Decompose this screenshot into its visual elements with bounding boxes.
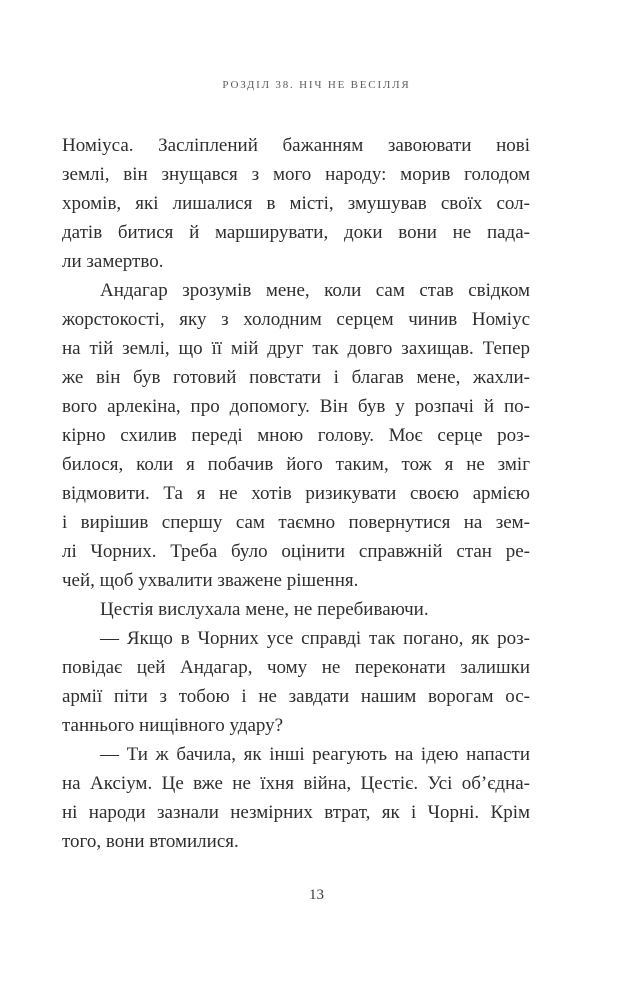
text-line: землі, він знущався з мого народу: морив голодом	[62, 164, 530, 185]
text-line: таннього нищівного удару?	[62, 715, 284, 736]
text-line: хромів, які лишалися в місті, змушував своїх сол-	[62, 193, 530, 214]
text-line: на тій землі, що її мій друг так довго захищав. Тепер	[62, 338, 530, 359]
text-line: чей, щоб ухвалити зважене рішення.	[62, 570, 359, 591]
text-line: Андагар зрозумів мене, коли сам став свідком	[100, 280, 530, 301]
text-line: Цестія вислухала мене, не перебиваючи.	[100, 599, 429, 620]
text-line: жорстокості, яку з холодним серцем чинив Номіус	[62, 309, 530, 330]
page-number: 13	[309, 887, 324, 903]
paragraph	[62, 624, 530, 740]
paragraph	[62, 595, 530, 624]
text-line: і вирішив спершу сам таємно повернутися на зем-	[62, 512, 530, 533]
text-line: Номіуса. Засліплений бажанням завоювати нові	[62, 135, 530, 156]
text-line: повідає цей Андагар, чому не переконати залишки	[62, 657, 530, 678]
paragraph	[62, 276, 530, 595]
text-line: датів битися й марширувати, доки вони не пада-	[62, 222, 530, 243]
text-line: на Аксіум. Це вже не їхня війна, Цестіє. Усі об’єдна-	[62, 773, 530, 794]
text-line: лі Чорних. Треба було оцінити справжній стан ре-	[62, 541, 530, 562]
text-line: — Якщо в Чорних усе справді так погано, як роз-	[100, 628, 530, 649]
chapter-running-header: РОЗДІЛ 38. НІЧ НЕ ВЕСІЛЛЯ	[222, 79, 411, 91]
text-line: кірно схилив переді мною голову. Моє серце роз-	[62, 425, 530, 446]
text-line: вого арлекіна, про допомогу. Він був у розпачі й по-	[62, 396, 530, 417]
text-line: билося, коли я побачив його таким, тож я не зміг	[62, 454, 530, 475]
text-line: армії піти з тобою і не завдати нашим ворогам ос-	[62, 686, 530, 707]
text-line: того, вони втомилися.	[62, 831, 239, 852]
paragraph	[62, 740, 530, 856]
paragraph	[62, 131, 530, 276]
page-text	[62, 131, 530, 856]
text-line: відмовити. Та я не хотів ризикувати своєю армією	[62, 483, 530, 504]
text-line: ли замертво.	[62, 251, 164, 272]
text-line: — Ти ж бачила, як інші реагують на ідею напасти	[100, 744, 530, 765]
text-line: же він був готовий повстати і благав мене, жахли-	[62, 367, 530, 388]
text-line: ні народи зазнали незмірних втрат, як і Чорні. Крім	[62, 802, 530, 823]
